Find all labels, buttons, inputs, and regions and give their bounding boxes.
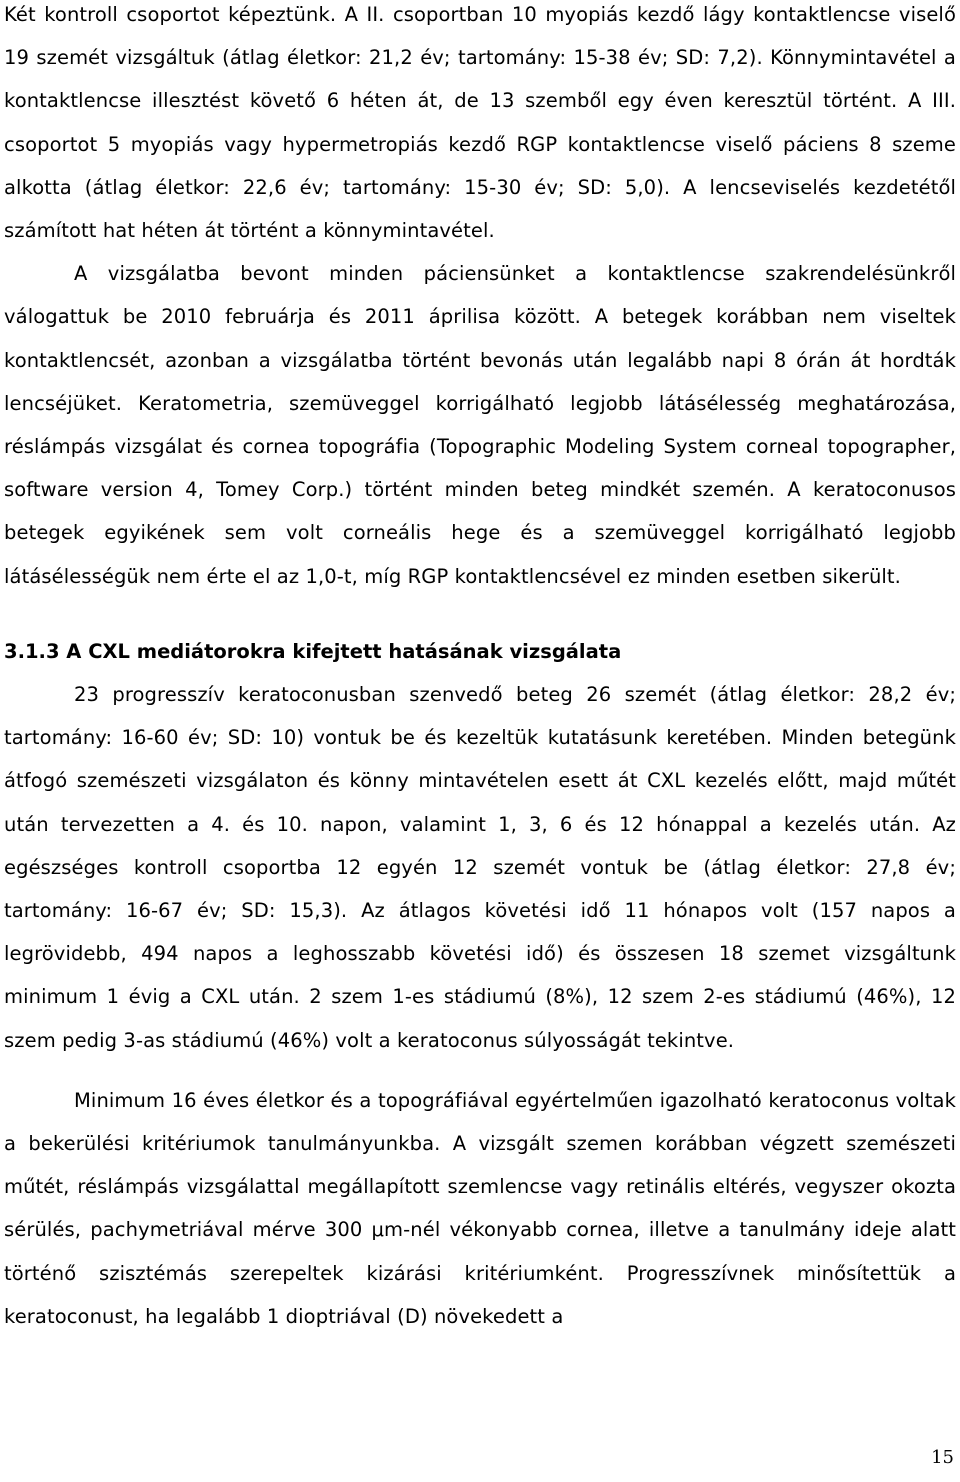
paragraph-inclusion-criteria: Minimum 16 éves életkor és a topográfiával egyértelműen igazolható keratoconus voltak a bekerülési kritériumok tanulmányunkba. A vizsgált szemen korábban végzett szemészeti műtét, réslámpás vizsgálattal megállapított szemlencse vagy retinális eltérés, vegyszer okozta sérülés, pachymetriával mérve 300 μm-nél vékonyabb cornea, illetve a tanulmány ideje alatt történő szisztémás szerepeltek kizárási kritériumként. Progresszívnek minősítettük a keratoconust, ha legalább 1 dioptriával (D) növekedett a bbox=[4, 1088, 956, 1328]
section-heading: 3.1.3 A CXL mediátorokra kifejtett hatásának vizsgálata bbox=[4, 639, 622, 663]
paragraph-control-groups: Két kontroll csoportot képeztünk. A II. csoportban 10 myopiás kezdő lágy kontaktlencse viselő 19 szemét vizsgáltuk (átlag életkor: 21,2 év; tartomány: 15-38 év; SD: 7,2). Könnymintavétel a kontaktlencse illesztést követő 6 héten át, de 13 szemből egy éven keresztül történt. A III. csoportot 5 myopiás vagy hypermetropiás kezdő RGP kontaktlencse viselő páciens 8 szeme alkotta (átlag életkor: 22,6 év; tartomány: 15-30 év; SD: 5,0). A lencseviselés kezdetétől számított hat héten át történt a könnymintavétel. bbox=[4, 3, 956, 243]
paragraph-patient-selection: A vizsgálatba bevont minden páciensünket a kontaktlencse szakrendelésünkről válogattuk be 2010 februárja és 2011 áprilisa között. A betegek korábban nem viseltek kontaktlencsét, azonban a vizsgálatba történt bevonás után legalább napi 8 órán át hordták lencséjüket. Keratometria, szemüveggel korrigálható legjobb látásélesség meghatározása, réslámpás vizsgálat és cornea topográfia (Topographic Modeling System corneal topographer, software version 4, Tomey Corp.) történt minden beteg mindkét szemén. A keratoconusos betegek egyikének sem volt corneális hege és a szemüveggel korrigálható legjobb látásélességük nem érte el az 1,0-t, míg RGP kontaktlencsével ez minden esetben sikerült. bbox=[4, 262, 956, 588]
spacer bbox=[4, 598, 956, 630]
page-number: 15 bbox=[931, 1447, 954, 1468]
paragraph-cxl-patients: 23 progresszív keratoconusban szenvedő beteg 26 szemét (átlag életkor: 28,2 év; tartomány: 16-60 év; SD: 10) vontuk be és kezeltük kutatásunk keretében. Minden betegünk átfogó szemészeti vizsgálaton és könny mintavételen esett át CXL kezelés előtt, majd műtét után tervezetten a 4. és 10. napon, valamint 1, 3, 6 és 12 hónappal a kezelés után. Az egészséges kontroll csoportba 12 egyén 12 szemét vontuk be (átlag életkor: 27,8 év; tartomány: 16-67 év; SD: 15,3). Az átlagos követési idő 11 hónapos volt (157 napos a legrövidebb, 494 napos a leghosszabb követési idő) és összesen 18 szemet vizsgáltunk minimum 1 évig a CXL után. 2 szem 1-es stádiumú (8%), 12 szem 2-es stádiumú (46%), 12 szem pedig 3-as stádiumú (46%) volt a keratoconus súlyosságát tekintve. bbox=[4, 683, 956, 1052]
spacer bbox=[4, 1062, 956, 1079]
document-page bbox=[4, 0, 956, 1338]
